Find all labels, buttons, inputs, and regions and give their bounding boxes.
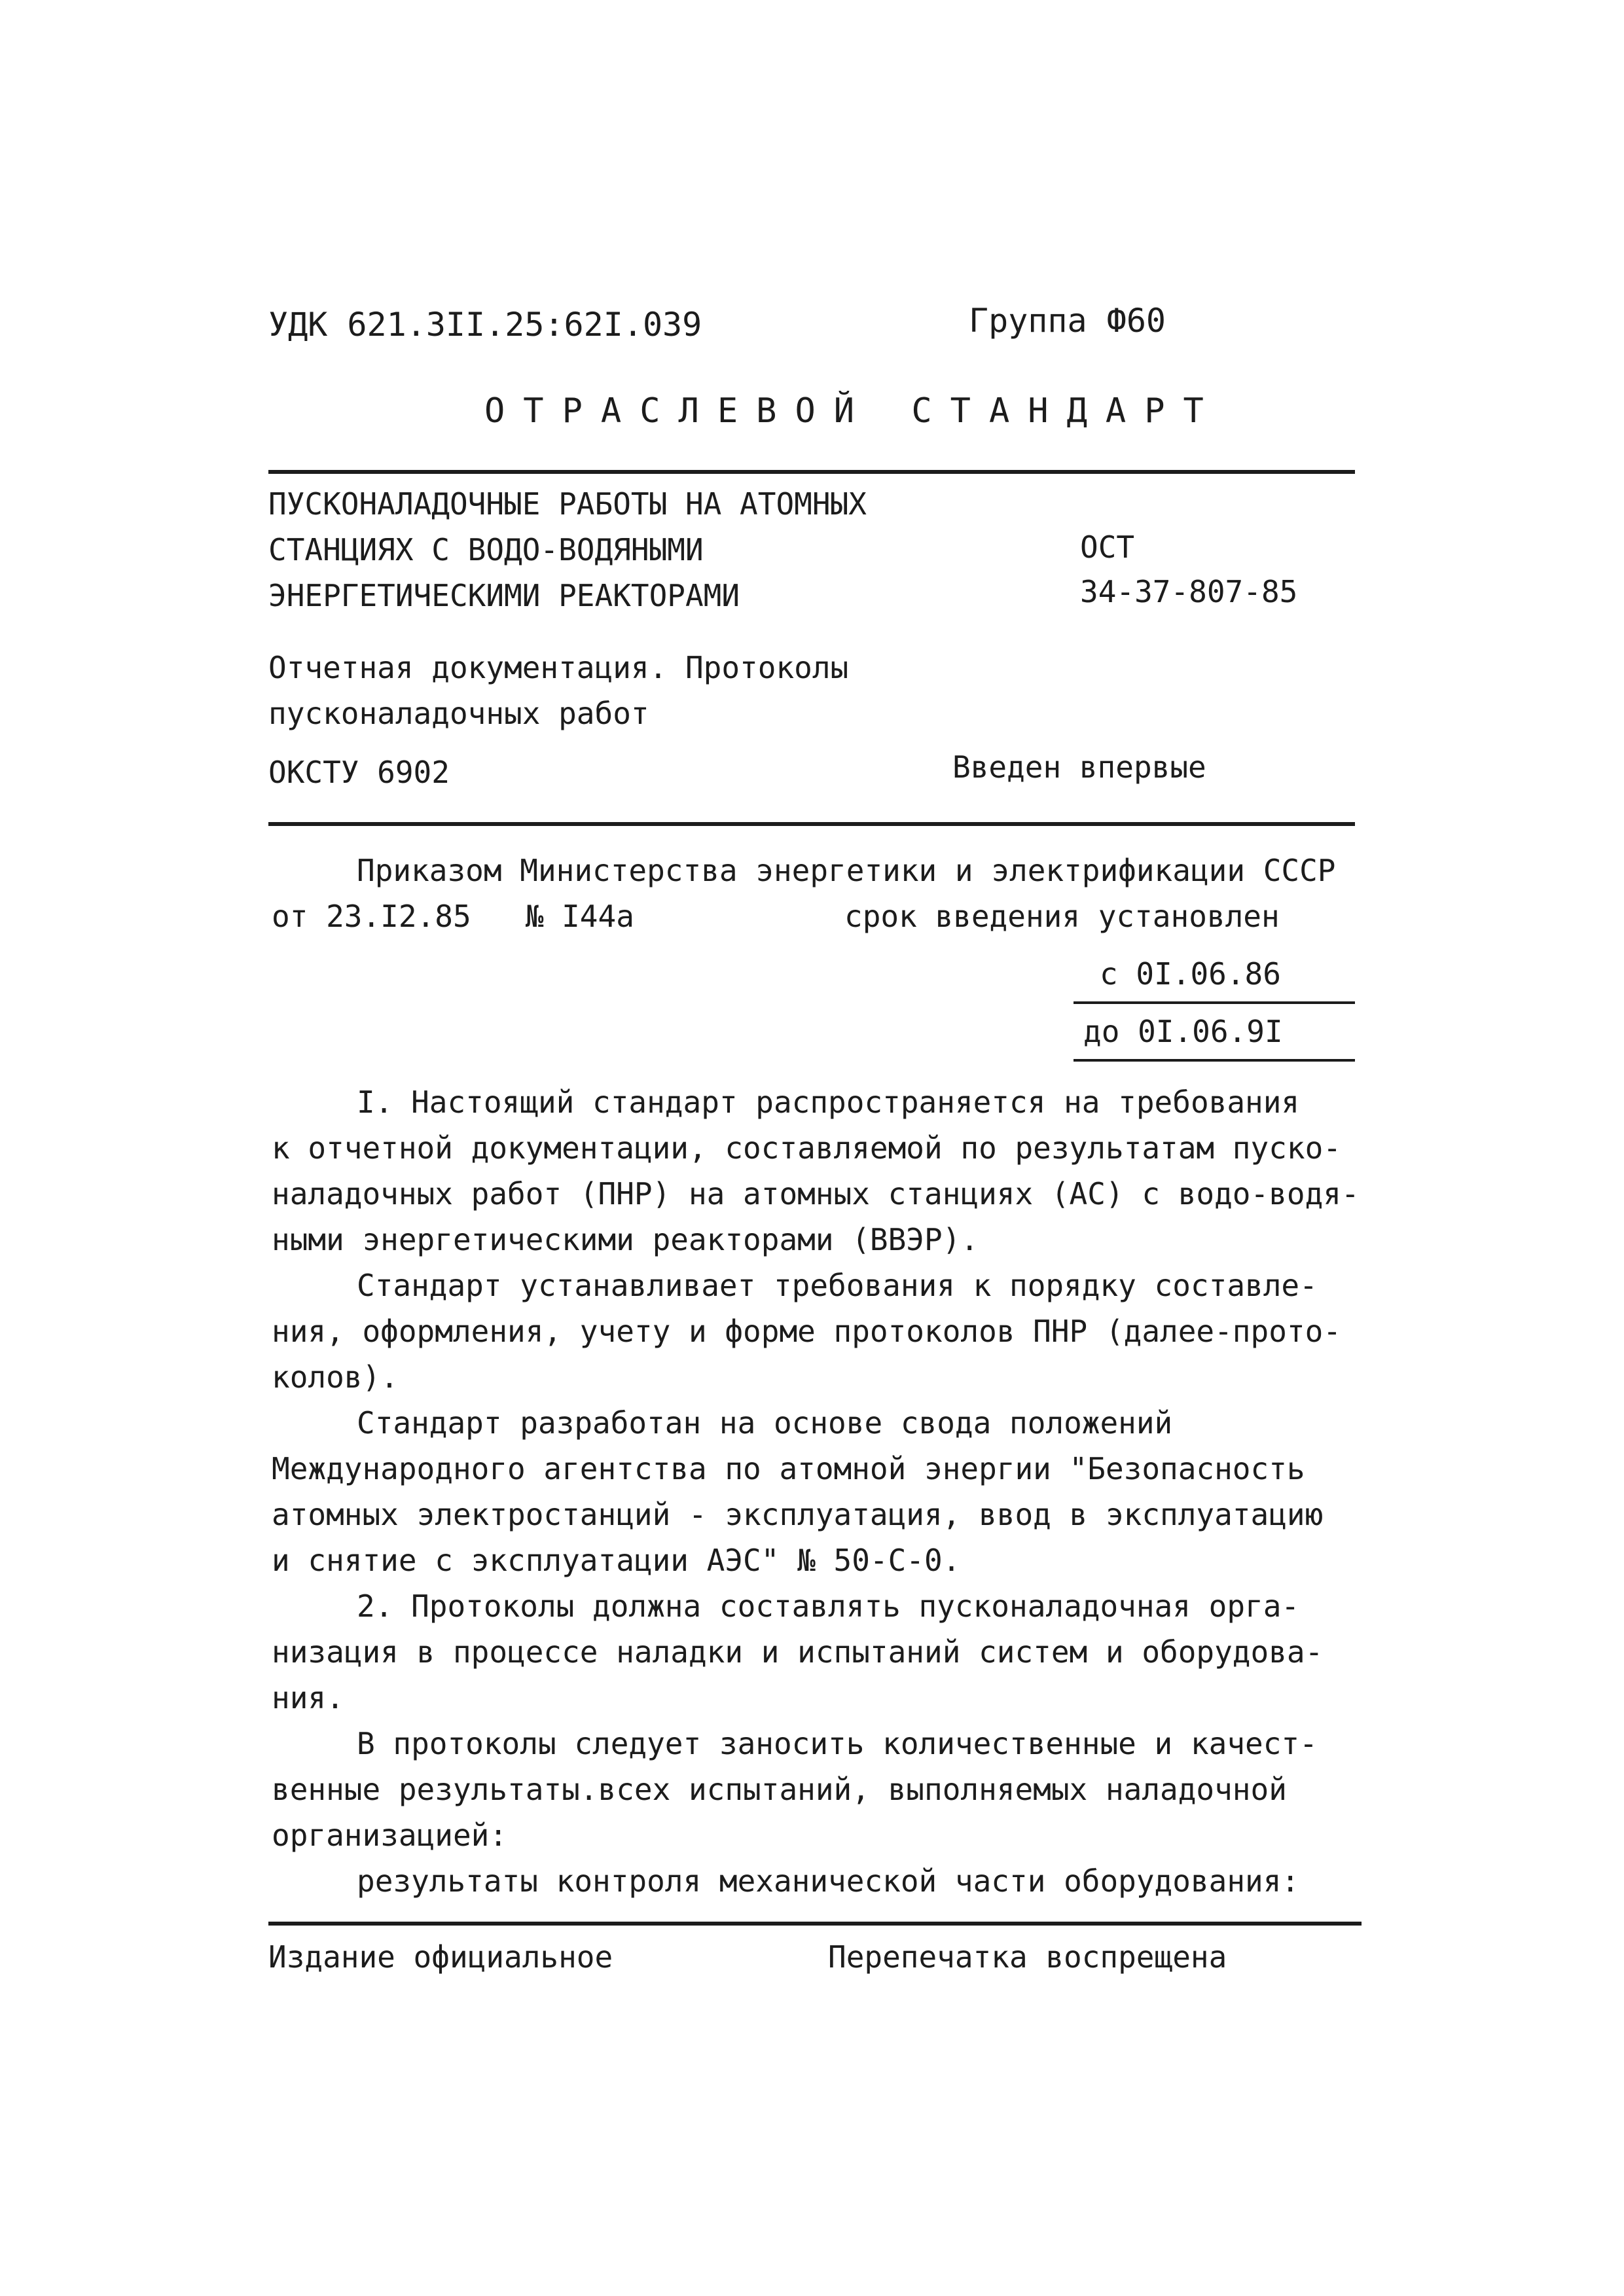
order-line-1: Приказом Министерства энергетики и электрификации СССР [357,853,1336,888]
okstu-code: ОКСТУ 6902 [268,755,450,790]
paragraph-3-line-3: атомных электростанций - эксплуатация, ввод в эксплуатацию [272,1497,1324,1532]
validity-from: с 0I.06.86 [1100,956,1281,992]
introduced-note: Введен впервые [952,749,1206,785]
title-rule-top [268,470,1355,474]
ost-label: ОСТ [1080,529,1135,565]
paragraph-4-line-3: ния. [272,1680,344,1715]
paragraph-3-line-2: Международного агентства по атомной энергии "Безопасность [272,1451,1305,1486]
footer-rule [268,1922,1362,1926]
paragraph-5-line-3: организацией: [272,1818,508,1853]
paragraph-4-line-2: низация в процессе наладки и испытаний систем и оборудова- [272,1634,1324,1670]
paragraph-3-line-1: Стандарт разработан на основе свода положений [357,1405,1173,1441]
paragraph-3-line-4: и снятие с эксплуатации АЭС" № 50-С-0. [272,1543,961,1578]
title-line-1: ПУСКОНАЛАДОЧНЫЕ РАБОТЫ НА АТОМНЫХ [268,486,867,522]
title-line-2: СТАНЦИЯХ С ВОДО-ВОДЯНЫМИ [268,532,704,567]
paragraph-1-line-4: ными энергетическими реакторами (ВВЭР). [272,1222,979,1257]
validity-rule-2 [1074,1059,1355,1062]
udk-code: УДК 621.3II.25:62I.039 [268,306,702,344]
reprint-note: Перепечатка воспрещена [828,1939,1227,1975]
title-rule-bottom [268,822,1355,826]
paragraph-5-line-1: В протоколы следует заносить количественные и качест- [357,1726,1318,1761]
order-deadline-label: срок введения установлен [844,899,1280,934]
paragraph-2-line-2: ния, оформления, учету и форме протоколов ПНР (далее-прото- [272,1314,1341,1349]
validity-to: до 0I.06.9I [1083,1014,1283,1049]
paragraph-1-line-2: к отчетной документации, составляемой по результатам пуско- [272,1130,1341,1166]
paragraph-2-line-1: Стандарт устанавливает требования к порядку составле- [357,1268,1318,1303]
paragraph-5-line-2: венные результаты.всех испытаний, выполняемых наладочной [272,1772,1287,1807]
paragraph-2-line-3: колов). [272,1359,399,1395]
title-line-3: ЭНЕРГЕТИЧЕСКИМИ РЕАКТОРАМИ [268,578,740,613]
subtitle-line-2: пусконаладочных работ [268,696,649,731]
paragraph-1-line-1: I. Настоящий стандарт распространяется на требования [357,1085,1300,1120]
validity-rule-1 [1074,1001,1355,1004]
edition-note: Издание официальное [268,1939,613,1975]
order-date-number: от 23.I2.85 № I44а [272,899,634,934]
group-code: Группа Ф60 [969,302,1166,340]
subtitle-line-1: Отчетная документация. Протоколы [268,650,849,685]
ost-number: 34-37-807-85 [1080,574,1298,609]
paragraph-4-line-1: 2. Протоколы должна составлять пусконаладочная орга- [357,1588,1300,1624]
paragraph-6-line-1: результаты контроля механической части оборудования: [357,1863,1300,1899]
document-kind: ОТРАСЛЕВОЙ СТАНДАРТ [484,391,1222,431]
paragraph-1-line-3: наладочных работ (ПНР) на атомных станциях (АС) с водо-водя- [272,1176,1360,1211]
